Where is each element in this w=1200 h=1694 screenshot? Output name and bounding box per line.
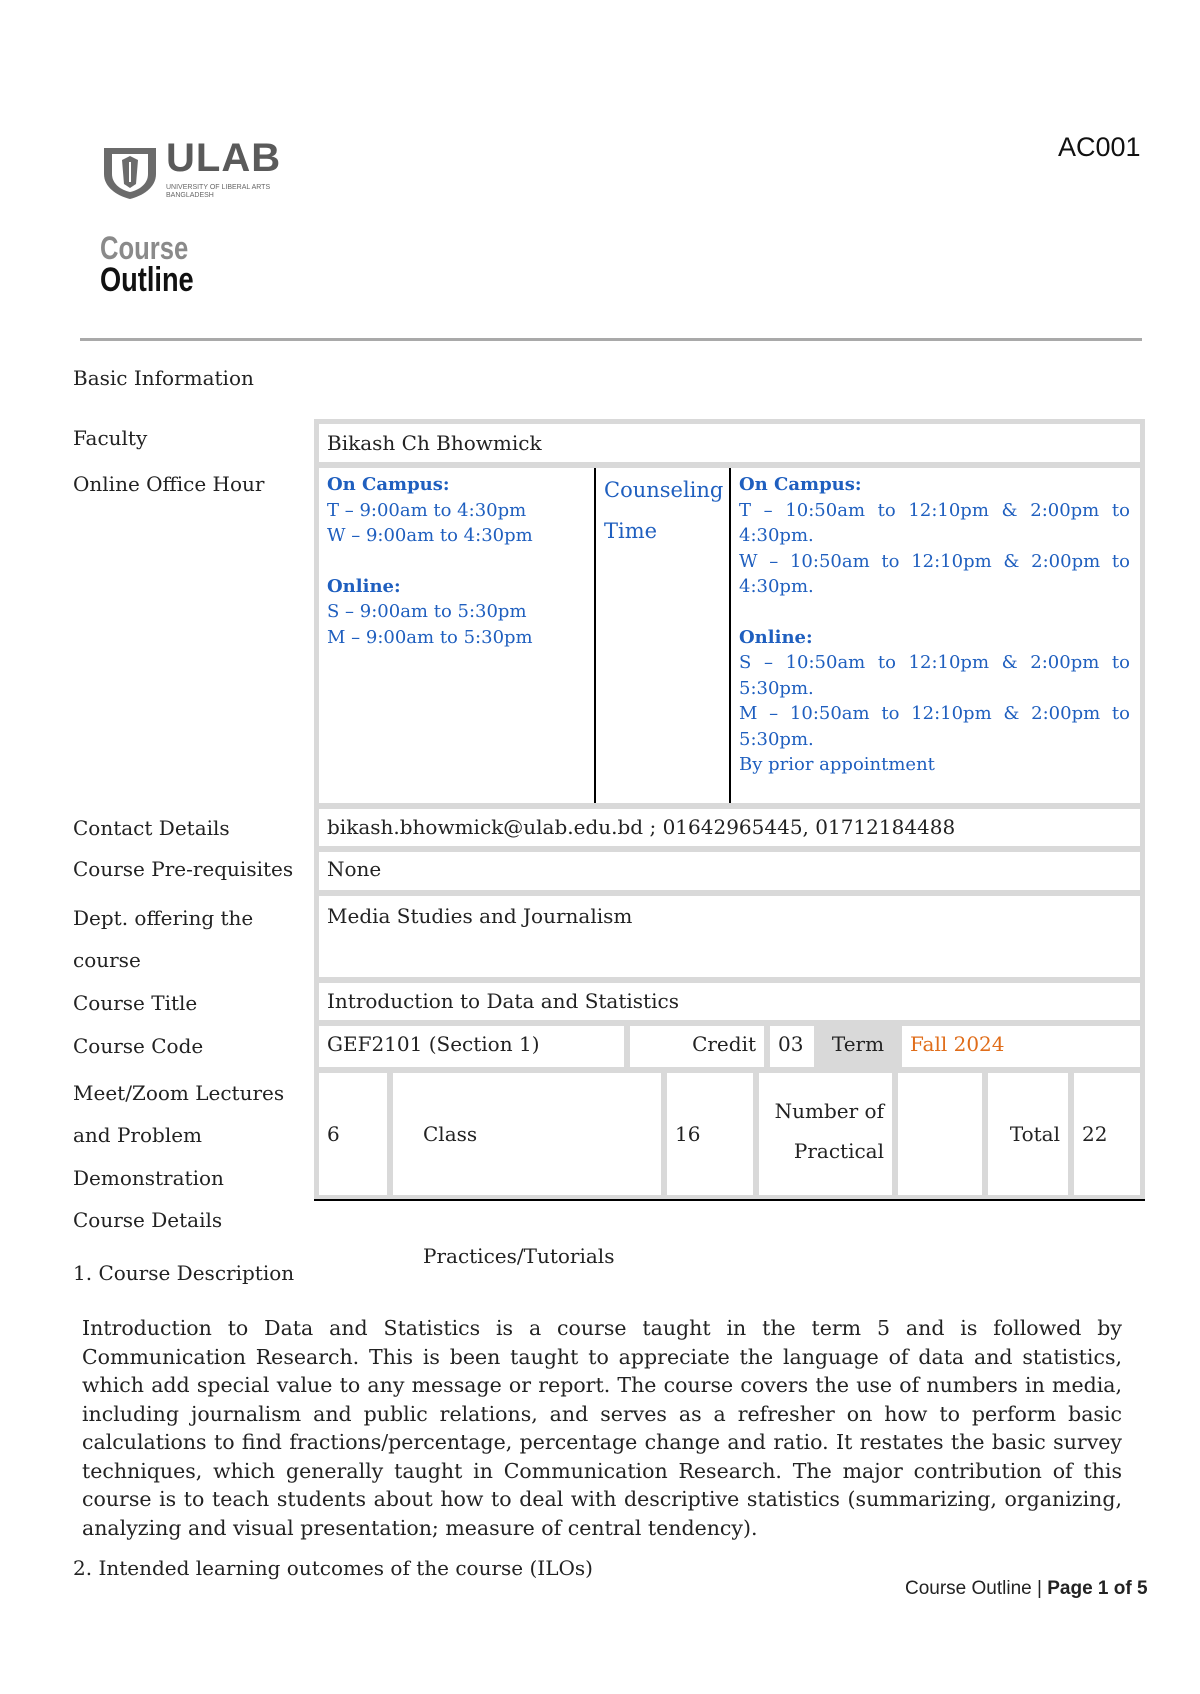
cell-prerequisites — [319, 852, 1140, 890]
cell-counseling-times — [731, 468, 1140, 803]
label-office-hour: Online Office Hour — [73, 472, 265, 496]
cell-credit-value — [770, 1026, 814, 1067]
university-crest-icon — [100, 144, 160, 200]
section1-heading: 1. Course Description — [73, 1261, 295, 1285]
counseling-on-campus-1: T – 10:50am to 12:10pm & 2:00pm to — [739, 499, 1130, 521]
basic-info-table — [314, 419, 1145, 1268]
course-description: Introduction to Data and Statistics is a course taught in the term 5 and is followed by Communication Research. This is been taught to appreciate the language of data and statistics, which add special value to any message or report. The course covers the use of numbers in media, including journalism and public relations, and serves as a refresher on how to perform basic calculations to find fractions/percentage, percentage change and ratio. It restates the basic survey techniques, which generally taught in Communication Research. The major contribution of this course is to teach students about how to deal with descriptive statistics (summarizing, organizing, analyzing and visual presentation; measure of central tendency). — [82, 1316, 1122, 1540]
label-course-details: Course Details — [73, 1208, 223, 1232]
footer-title: Course Outline | — [905, 1578, 1048, 1599]
counseling-on-campus-heading: On Campus: — [739, 474, 862, 495]
office-online-heading: Online: — [327, 575, 401, 597]
practical-label-2: Practical — [793, 1139, 884, 1163]
cell-credit-label — [630, 1026, 764, 1067]
office-on-campus-2: W – 9:00am to 4:30pm — [327, 525, 533, 546]
counseling-online-2: 5:30pm. — [739, 677, 814, 699]
logo-wordmark: ULAB — [166, 136, 282, 180]
counseling-online-1: S – 10:50am to 12:10pm & 2:00pm to — [739, 652, 1130, 673]
label-dept-line1: Dept. offering the — [73, 906, 254, 930]
faculty-name: Bikash Ch Bhowmick — [327, 431, 542, 455]
practical-label-1: Number of — [774, 1099, 884, 1123]
cell-course-code — [319, 1026, 624, 1067]
practices-value: 16 — [675, 1122, 701, 1146]
cell-total-value — [1074, 1073, 1140, 1195]
table-bottom-border — [314, 1199, 1145, 1201]
counseling-online-4: 5:30pm. — [739, 728, 814, 750]
cell-practical-label — [759, 1073, 892, 1195]
label-prerequisites: Course Pre-requisites — [73, 857, 294, 881]
term-label: Term — [831, 1032, 885, 1056]
cell-practical-value — [898, 1073, 982, 1195]
label-meet-line1: Meet/Zoom Lectures — [73, 1081, 285, 1105]
cell-office-hours — [319, 468, 594, 803]
counseling-label-2: Time — [604, 519, 658, 543]
cell-total-label — [988, 1073, 1068, 1195]
page-footer — [905, 1578, 1148, 1600]
label-course-code: Course Code — [73, 1034, 204, 1058]
credit-label: Credit — [692, 1032, 756, 1056]
label-contact: Contact Details — [73, 816, 230, 840]
course-title-value: Introduction to Data and Statistics — [327, 989, 679, 1013]
counseling-on-campus-3: W – 10:50am to 12:10pm & 2:00pm to — [739, 550, 1130, 572]
label-meet-line3: Demonstration — [73, 1166, 224, 1190]
counseling-online-3: M – 10:50am to 12:10pm & 2:00pm to — [739, 703, 1130, 724]
label-course-title: Course Title — [73, 991, 198, 1015]
section2-heading: 2. Intended learning outcomes of the course (ILOs) — [73, 1556, 593, 1580]
label-faculty: Faculty — [73, 426, 148, 450]
cell-course-title — [319, 983, 1140, 1020]
counseling-label-1: Counseling — [604, 478, 724, 502]
office-on-campus-heading: On Campus: — [327, 474, 450, 495]
basic-information-heading: Basic Information — [73, 366, 254, 390]
counseling-online-heading: Online: — [739, 626, 813, 648]
cell-lectures — [319, 1073, 387, 1195]
office-on-campus-1: T – 9:00am to 4:30pm — [327, 499, 527, 521]
prerequisites-value: None — [327, 857, 382, 881]
office-online-2: M – 9:00am to 5:30pm — [327, 626, 533, 648]
dept-value: Media Studies and Journalism — [327, 904, 633, 928]
credit-value: 03 — [778, 1032, 804, 1056]
course-code-value: GEF2101 (Section 1) — [327, 1032, 540, 1056]
term-value: Fall 2024 — [910, 1032, 1005, 1056]
footer-page-number: Page 1 of 5 — [1047, 1578, 1148, 1599]
counseling-on-campus-4: 4:30pm. — [739, 576, 814, 597]
total-value: 22 — [1082, 1122, 1108, 1146]
contact-details: bikash.bhowmick@ulab.edu.bd ; 01642965445, 01712184488 — [327, 815, 956, 839]
document-code: AC001 — [1058, 132, 1141, 162]
counseling-on-campus-2: 4:30pm. — [739, 525, 814, 546]
cell-dept — [319, 896, 1140, 977]
cell-faculty — [319, 424, 1140, 462]
office-online-1: S – 9:00am to 5:30pm — [327, 601, 527, 622]
cell-term-value — [902, 1026, 1140, 1067]
header-divider — [80, 338, 1142, 341]
practices-label: Class Practices/Tutorials — [423, 1122, 615, 1268]
lectures-value: 6 — [327, 1122, 340, 1146]
course-outline-title — [100, 230, 217, 299]
label-dept-line2: course — [73, 948, 141, 972]
cell-counseling-label — [596, 468, 729, 803]
ulab-logo — [100, 136, 300, 202]
label-meet-line2: and Problem — [73, 1123, 203, 1147]
cell-contact — [319, 809, 1140, 846]
cell-term-label — [814, 1026, 902, 1067]
title-line-course: Course — [100, 230, 189, 266]
total-label: Total — [1009, 1122, 1060, 1146]
title-line-outline: Outline — [100, 261, 194, 299]
logo-subtitle: UNIVERSITY OF LIBERAL ARTS BANGLADESH — [166, 184, 271, 199]
counseling-appointment: By prior appointment — [739, 754, 935, 775]
cell-practices-label — [393, 1073, 661, 1268]
cell-practices-value — [667, 1073, 753, 1195]
